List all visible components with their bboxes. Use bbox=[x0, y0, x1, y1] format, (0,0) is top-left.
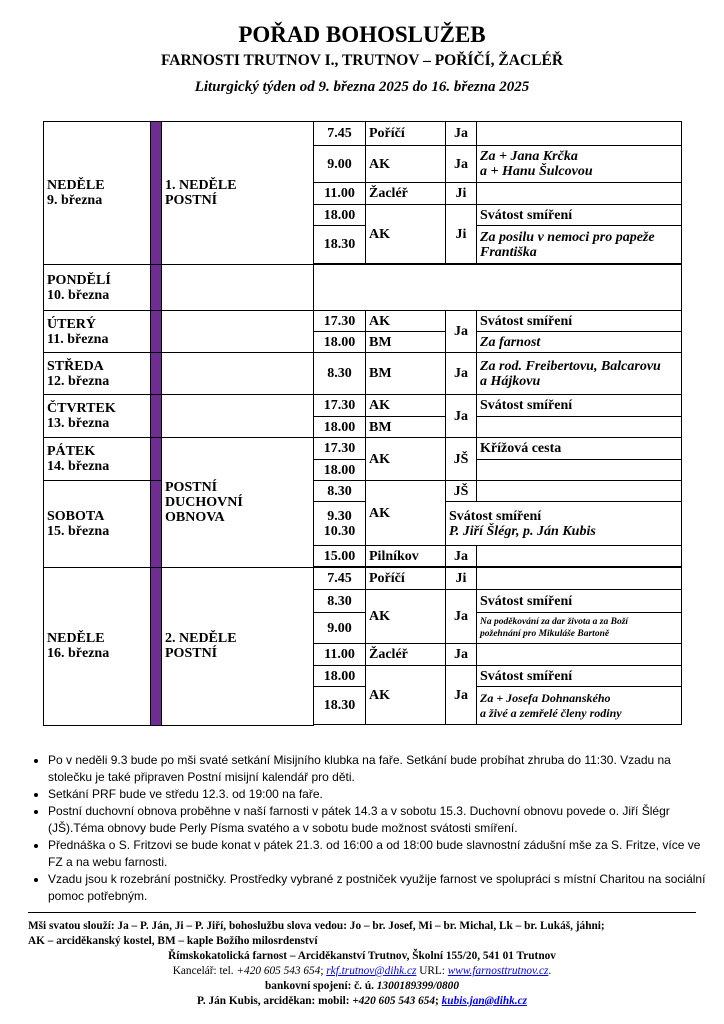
table-row: 11.00 Žacléř Ja bbox=[44, 644, 682, 666]
page-title: POŘAD BOHOSLUŽEB bbox=[238, 22, 486, 47]
table-row: ČTVRTEK 13. března 17.30 AK Ja Svátost smíření bbox=[44, 395, 682, 417]
footer-bank: bankovní spojení: č. ú. 1300189399/0800 bbox=[265, 980, 459, 992]
intention-cell: Za + Jana Krčka a + Hanu Šulcovou bbox=[477, 146, 682, 183]
parish-subtitle: FARNOSTI TRUTNOV I., TRUTNOV – POŘÍČÍ, ŽACLÉŘ bbox=[160, 52, 564, 69]
table-row: 18.30 Za + Josefa Dohnanského a živé a zemřelé členy rodiny bbox=[44, 687, 682, 725]
table-row: 18.00 AK Ja Svátost smíření bbox=[44, 666, 682, 687]
list-item: • Vzadu jsou k rozebrání postničky. Prostředky vybrané z postniček využije farnost ve spolupráci s místní Charitou na sociální pomoc potřebným. bbox=[48, 871, 708, 905]
table-row: 18.30 Za posilu v nemoci pro papeže Františka bbox=[44, 226, 682, 264]
table-row: 18.00 BM bbox=[44, 417, 682, 438]
day-cell: NEDĚLE 9. března bbox=[44, 122, 151, 265]
event-cell: Svátost smíření bbox=[477, 311, 682, 332]
announcements-list bbox=[30, 752, 708, 905]
office-email-link[interactable]: rkf.trutnov@dihk.cz bbox=[326, 965, 417, 977]
intention-cell: Za posilu v nemoci pro papeže Františka bbox=[477, 226, 682, 264]
footer-legend-priests: Mši svatou slouží: Ja – P. Ján, Ji – P. Jiří, bohoslužbu slova vedou: Jo – br. Josef, Mi – br. Michal, Lk – br. Lukáš, jáhni; bbox=[28, 920, 605, 932]
table-row: STŘEDA 12. března 8.30 BM Ja Za rod. Freibertovu, Balcarovu a Hájkovu bbox=[44, 353, 682, 395]
table-row: 18.00 bbox=[44, 460, 682, 481]
event-cell: Svátost smíření bbox=[477, 395, 682, 417]
footer-legend-places: AK – arciděkanský kostel, BM – kaple Božího milosrdenství bbox=[28, 935, 318, 947]
footer-office-contact: Kancelář: tel. +420 605 543 654; rkf.trutnov@dihk.cz URL: www.farnosttrutnov.cz. bbox=[172, 965, 552, 977]
footer-parish-address: Římskokatolická farnost – Arciděkanství Trutnov, Školní 155/20, 541 01 Trutnov bbox=[168, 950, 556, 962]
table-row: ÚTERÝ 11. března 17.30 AK Ja Svátost smíření bbox=[44, 311, 682, 332]
footer-pastor-contact: P. Ján Kubis, arciděkan: mobil: +420 605 543 654; kubis.jan@dihk.cz bbox=[196, 995, 528, 1007]
intention-cell: Za farnost bbox=[477, 332, 682, 353]
retreat-cell: POSTNÍ DUCHOVNÍ OBNOVA bbox=[162, 438, 314, 568]
list-item: • Setkání PRF bude ve středu 12.3. od 19:00 na faře. bbox=[48, 786, 708, 803]
footer-divider bbox=[28, 912, 696, 913]
feast-cell: 1. NEDĚLE POSTNÍ bbox=[162, 122, 314, 265]
feast-cell: 2. NEDĚLE POSTNÍ bbox=[162, 568, 314, 726]
event-cell: Svátost smíření bbox=[477, 666, 682, 687]
table-row: NEDĚLE 16. března 2. NEDĚLE POSTNÍ 7.45 Poříčí Ji bbox=[44, 568, 682, 590]
event-cell: Svátost smíření bbox=[477, 205, 682, 226]
schedule-table bbox=[43, 121, 682, 726]
event-cell: Křížová cesta bbox=[477, 438, 682, 460]
website-link[interactable]: www.farnosttrutnov.cz bbox=[447, 965, 549, 977]
intention-cell: Za + Josefa Dohnanského a živé a zemřelé členy rodiny bbox=[477, 687, 682, 725]
table-row: 15.00 Pilníkov Ja bbox=[44, 546, 682, 567]
list-item: • Po v neděli 9.3 bude po mši svaté setkání Misijního klubka na faře. Setkání bude probíhat zhruba do 11:30. Vzadu na stolečku je také připraven Postní misijní kalendář pro děti. bbox=[48, 752, 708, 786]
table-row: PÁTEK 14. března POSTNÍ DUCHOVNÍ OBNOVA 17.30 AK JŠ Křížová cesta bbox=[44, 438, 682, 460]
pastor-email-link[interactable]: kubis.jan@dihk.cz bbox=[441, 995, 528, 1007]
table-row: 8.30 AK Ja Svátost smíření bbox=[44, 590, 682, 613]
liturgical-color-bar bbox=[151, 122, 162, 265]
event-cell: Svátost smíření bbox=[477, 590, 682, 613]
list-item: • Postní duchovní obnova proběhne v naší farnosti v pátek 14.3 a v sobotu 15.3. Duchovní obnovu povede o. Jiří Šlégr (JŠ).Téma obnovy bude Perly Písma svatého a v sobotu bude možnost svátosti smíření. bbox=[48, 803, 708, 837]
table-row: 18.00 BM Za farnost bbox=[44, 332, 682, 353]
table-row: 9.00 AK Ja Za + Jana Krčka a + Hanu Šulcovou bbox=[44, 146, 682, 183]
table-row: NEDĚLE 9. března 1. NEDĚLE POSTNÍ 7.45 Poříčí Ja bbox=[44, 122, 682, 146]
list-item: • Přednáška o S. Fritzovi se bude konat v pátek 21.3. od 16:00 a od 18:00 bude slavnostní zádušní mše za S. Fritze, více ve FZ a na webu farnosti. bbox=[48, 837, 708, 871]
table-row: PONDĚLÍ 10. března bbox=[44, 265, 682, 311]
footer bbox=[0, 919, 724, 1009]
event-cell: Svátost smíření P. Jiří Šlégr, p. Ján Kubis bbox=[446, 502, 682, 546]
intention-cell: Za rod. Freibertovu, Balcarovu a Hájkovu bbox=[477, 353, 682, 395]
table-row: 9.30 10.30 Svátost smíření P. Jiří Šlégr, p. Ján Kubis bbox=[44, 502, 682, 546]
table-row: 18.00 AK Ji Svátost smíření bbox=[44, 205, 682, 226]
intention-cell: Na poděkování za dar života a za Boží požehnání pro Mikuláše Bartoně bbox=[477, 613, 682, 644]
table-row: 11.00 Žacléř Ji bbox=[44, 183, 682, 205]
table-row: SOBOTA 15. března 8.30 AK JŠ bbox=[44, 481, 682, 502]
liturgical-week: Liturgický týden od 9. března 2025 do 16. března 2025 bbox=[194, 79, 530, 95]
table-row: 9.00 Na poděkování za dar života a za Boží požehnání pro Mikuláše Bartoně bbox=[44, 613, 682, 644]
